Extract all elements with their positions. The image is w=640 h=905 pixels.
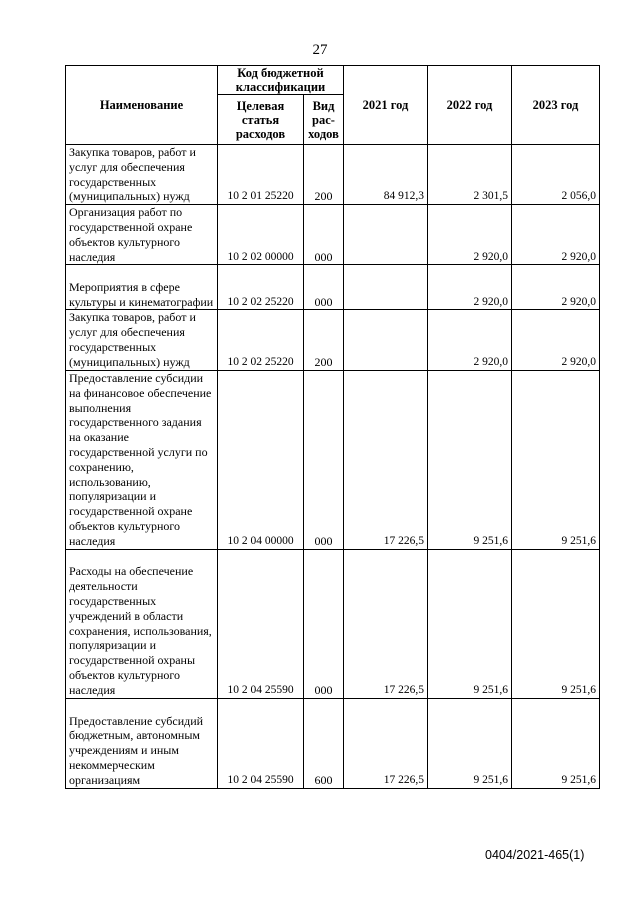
row-value-2021: 84 912,3 — [344, 145, 428, 205]
table-row — [66, 145, 600, 205]
row-value-2023: 2 920,0 — [512, 265, 600, 310]
row-target-article: 10 2 02 00000 — [218, 205, 304, 265]
table-row — [66, 205, 600, 265]
header-name: Наименование — [66, 66, 218, 145]
row-value-2023: 9 251,6 — [512, 549, 600, 698]
header-expense-type: Вид рас-ходов — [304, 95, 344, 145]
row-value-2023: 9 251,6 — [512, 698, 600, 788]
row-target-article: 10 2 04 25590 — [218, 549, 304, 698]
row-expense-type: 000 — [304, 205, 344, 265]
row-target-article: 10 2 04 25590 — [218, 698, 304, 788]
row-value-2022: 9 251,6 — [428, 549, 512, 698]
row-value-2021: 17 226,5 — [344, 370, 428, 549]
row-expense-type: 200 — [304, 310, 344, 370]
table-row — [66, 698, 600, 788]
table-row — [66, 549, 600, 698]
row-value-2021: 17 226,5 — [344, 698, 428, 788]
row-name: Предоставление субсидий бюджетным, автономным учреждениям и иным некоммерческим организациям — [66, 698, 218, 788]
header-target-article: Целевая статья расходов — [218, 95, 304, 145]
row-value-2023: 2 056,0 — [512, 145, 600, 205]
header-year-2022: 2022 год — [428, 66, 512, 145]
row-value-2021 — [344, 205, 428, 265]
row-name: Предоставление субсидии на финансовое обеспечение выполнения государственного задания на оказание государственной услуги по сохранению, использованию, популяризации и государственной охране объектов культурного наследия — [66, 370, 218, 549]
header-budget-code: Код бюджетной классификации — [218, 66, 344, 95]
row-expense-type: 200 — [304, 145, 344, 205]
header-year-2023: 2023 год — [512, 66, 600, 145]
row-value-2021: 17 226,5 — [344, 549, 428, 698]
row-target-article: 10 2 01 25220 — [218, 145, 304, 205]
row-expense-type: 000 — [304, 549, 344, 698]
row-value-2022: 9 251,6 — [428, 698, 512, 788]
row-name: Закупка товаров, работ и услуг для обеспечения государственных (муниципальных) нужд — [66, 310, 218, 370]
table-row — [66, 310, 600, 370]
row-name: Мероприятия в сфере культуры и кинематографии — [66, 265, 218, 310]
row-target-article: 10 2 02 25220 — [218, 265, 304, 310]
row-value-2021 — [344, 265, 428, 310]
row-name: Расходы на обеспечение деятельности государственных учреждений в области сохранения, использования, популяризации и государственной охраны объектов культурного наследия — [66, 549, 218, 698]
table-row — [66, 370, 600, 549]
row-value-2022: 9 251,6 — [428, 370, 512, 549]
header-year-2021: 2021 год — [344, 66, 428, 145]
row-target-article: 10 2 02 25220 — [218, 310, 304, 370]
row-value-2022: 2 920,0 — [428, 265, 512, 310]
row-value-2021 — [344, 310, 428, 370]
row-name: Организация работ по государственной охране объектов культурного наследия — [66, 205, 218, 265]
page-number: 27 — [312, 42, 328, 58]
row-expense-type: 600 — [304, 698, 344, 788]
row-value-2022: 2 301,5 — [428, 145, 512, 205]
budget-table — [65, 65, 600, 789]
row-expense-type: 000 — [304, 265, 344, 310]
row-name: Закупка товаров, работ и услуг для обеспечения государственных (муниципальных) нужд — [66, 145, 218, 205]
row-expense-type: 000 — [304, 370, 344, 549]
row-value-2023: 2 920,0 — [512, 310, 600, 370]
document-code: 0404/2021-465(1) — [485, 848, 585, 862]
table-row — [66, 265, 600, 310]
row-value-2023: 2 920,0 — [512, 205, 600, 265]
row-target-article: 10 2 04 00000 — [218, 370, 304, 549]
row-value-2022: 2 920,0 — [428, 205, 512, 265]
row-value-2022: 2 920,0 — [428, 310, 512, 370]
row-value-2023: 9 251,6 — [512, 370, 600, 549]
